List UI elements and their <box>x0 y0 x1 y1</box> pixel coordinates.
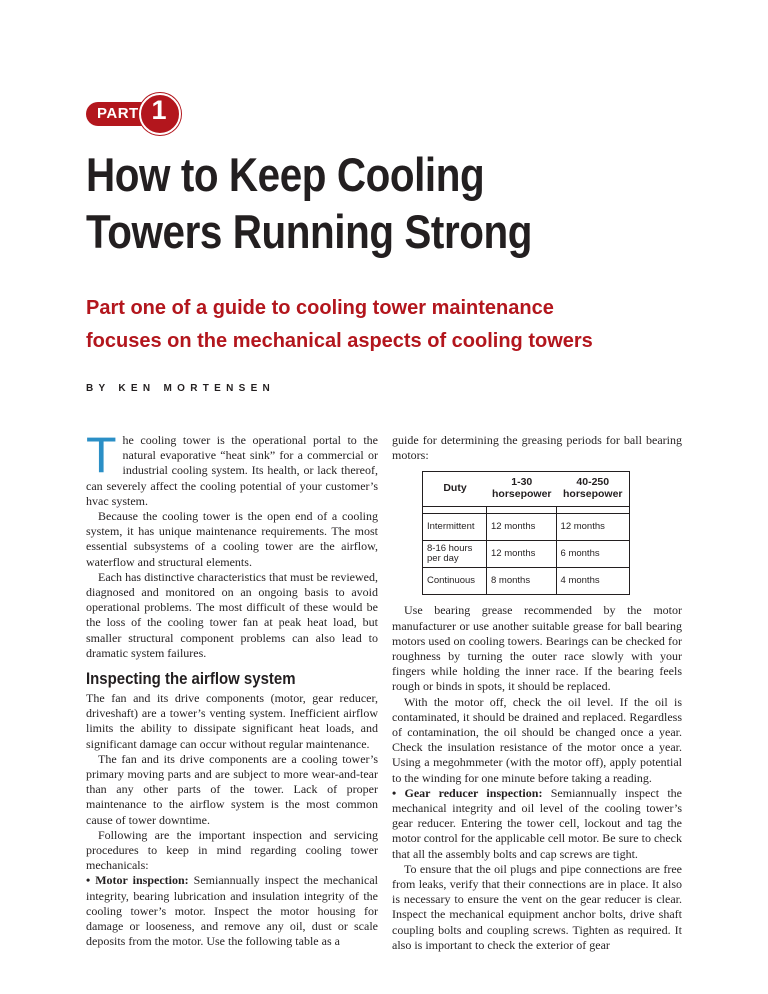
table-cell: 6 months <box>557 541 629 568</box>
table-spacer-row <box>423 507 629 514</box>
table-row <box>423 541 629 568</box>
gear-reducer-paragraph <box>392 786 682 862</box>
intro-paragraph <box>86 427 378 509</box>
intro-text: he cooling tower is the operational portal to the natural evaporative “heat sink” for a commercial or industrial cooling system. Its health, or lack thereof, can severely affect the cooling potential of your customer’s hvac system. <box>86 433 378 508</box>
paragraph: Following are the important inspection and servicing procedures to keep in mind regarding cooling tower mechanicals: <box>86 827 378 873</box>
section-heading: Inspecting the airflow system <box>86 669 296 689</box>
table-cell: Intermittent <box>423 514 487 541</box>
motor-inspection-text: Semiannually inspect the mechanical integrity, bearing lubrication and insulation integrity of the cooling tower’s motor. Inspect the motor housing for damage or looseness, and remove any oil, dust or scale deposits from the motor. Use the following table as a <box>86 873 378 949</box>
right-column <box>392 433 682 953</box>
subtitle-line-2: focuses on the mechanical aspects of cooling towers <box>86 330 593 352</box>
table-row <box>423 568 629 594</box>
drop-cap: T <box>86 427 117 483</box>
table-header-cell: 40-250 horsepower <box>557 472 629 507</box>
table-row <box>423 514 629 541</box>
paragraph: The fan and its drive components (motor, gear reducer, driveshaft) are a tower’s venting system. Inefficient airflow limits the ability to dissipate significant heat loads, and significant damage can occur without regular maintenance. <box>86 691 378 751</box>
title-line-1: How to Keep Cooling <box>86 148 485 201</box>
table-cell: Continuous <box>423 568 487 594</box>
paragraph: Because the cooling tower is the open end of a cooling system, it has unique maintenance requirements. The most essential subsystems of a cooling tower are the airflow, waterflow and structural elements. <box>86 509 378 569</box>
part-label: PART <box>97 105 139 122</box>
table-cell: 8 months <box>487 568 557 594</box>
motor-inspection-paragraph <box>86 873 378 949</box>
article-title <box>86 146 636 260</box>
title-line-2: Towers Running Strong <box>86 205 533 258</box>
article-subtitle <box>86 292 726 358</box>
table-cell: 12 months <box>487 514 557 541</box>
paragraph: To ensure that the oil plugs and pipe connections are free from leaks, verify that their connections are in place. It also is necessary to ensure the vent on the gear reducer is clear. Inspect the mechanical equipment anchor bolts, drive shaft coupling bolts and coupling screws. Tighten as required. It also is important to check the exterior of gear <box>392 861 682 952</box>
table-header-cell: 1-30 horsepower <box>487 472 557 507</box>
table-header-row <box>423 472 629 507</box>
greasing-table <box>422 471 630 595</box>
gear-reducer-text: Semiannually inspect the mechanical integrity and oil level of the cooling tower’s gear reducer. Entering the tower cell, lockout and tag the motor control for the applicable cell motor. Be sure to check that all the assembly bolts and cap screws are tight. <box>392 785 682 861</box>
byline: BY KEN MORTENSEN <box>86 383 276 394</box>
table-header-cell: Duty <box>423 472 487 507</box>
motor-inspection-lead: • Motor inspection: <box>86 873 189 888</box>
paragraph: Use bearing grease recommended by the motor manufacturer or use another suitable grease for ball bearing motors used on cooling towers. Bearings can be checked for roughness by turning the outer race slowly with your fingers while holding the inner race. If the bearing feels rough or binds in spots, it should be replaced. <box>392 603 682 694</box>
part-number: 1 <box>151 95 167 125</box>
paragraph: With the motor off, check the oil level. If the oil is contaminated, it should be drained and replaced. Regardless of contamination, the oil should be changed once a year. Check the insulation resistance of the motor once a year. Using a megohmmeter (with the motor off), apply potential to the winding for one minute before taking a reading. <box>392 694 682 785</box>
paragraph: Each has distinctive characteristics that must be reviewed, diagnosed and monitored on an ongoing basis to avoid operational problems. The most difficult of these would be the loss of the cooling tower fan at peak heat load, but smaller structural component problems can also lead to dramatic system failures. <box>86 569 378 660</box>
gear-reducer-lead: • Gear reducer inspection: <box>392 785 543 800</box>
greasing-table-grid <box>423 472 629 594</box>
table-cell: 4 months <box>560 575 600 587</box>
paragraph: The fan and its drive components are a cooling tower’s primary moving parts and are subject to more wear-and-tear than any other parts of the tower. Lack of proper maintenance to the airflow system is the most common cause of tower downtime. <box>86 751 378 827</box>
left-column <box>86 427 378 950</box>
table-cell: 12 months <box>557 514 629 541</box>
table-cell: 12 months <box>487 541 557 568</box>
subtitle-line-1: Part one of a guide to cooling tower maintenance <box>86 297 554 319</box>
table-cell: 8-16 hours per day <box>423 541 487 568</box>
paragraph: guide for determining the greasing periods for ball bearing motors: <box>392 433 682 463</box>
